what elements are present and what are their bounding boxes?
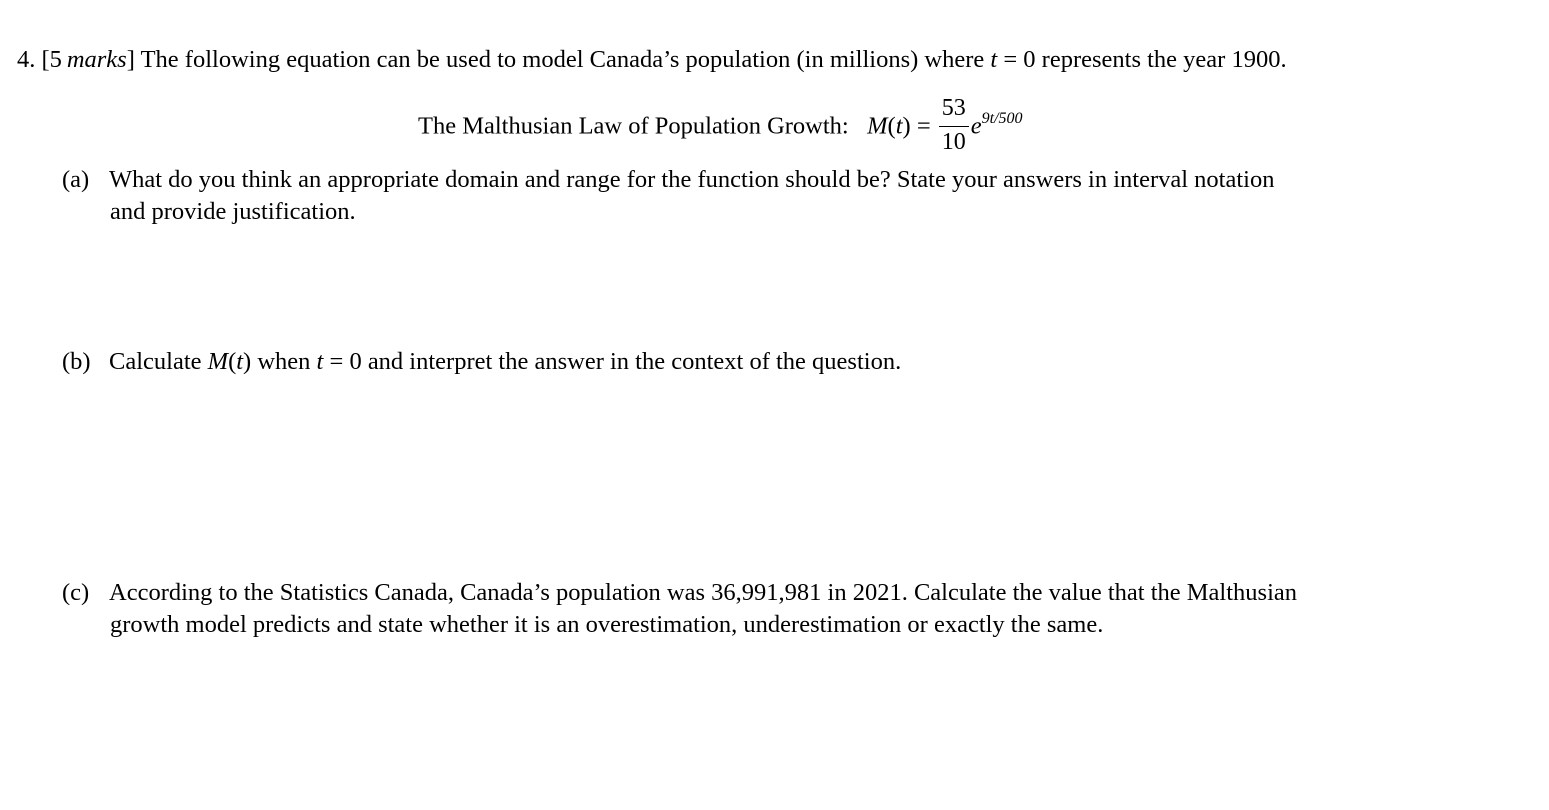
- part-a: [62, 164, 1274, 196]
- part-a-line-1: What do you think an appropriate domain and range for the function should be? State your answers in interval notation: [109, 166, 1275, 193]
- part-b-func-arg: (t): [228, 348, 252, 375]
- part-a-continuation: [110, 196, 356, 228]
- variable-t: t: [990, 46, 998, 73]
- part-c: [62, 577, 1297, 609]
- equals-sign: =: [1003, 46, 1018, 73]
- equation-lhs: M: [867, 112, 888, 140]
- part-b-label: (b): [62, 348, 91, 375]
- part-c-line-1: According to the Statistics Canada, Canada’s population was 36,991,981 in 2021. Calculate the value that the Malthusian: [109, 579, 1297, 606]
- part-c-continuation: [110, 609, 1103, 641]
- question-intro: The following equation can be used to model Canada’s population (in millions) where: [140, 46, 985, 73]
- fraction-denominator: 10: [941, 129, 966, 155]
- part-b-when: when: [257, 348, 311, 375]
- part-b: [62, 346, 901, 378]
- part-a-label: (a): [62, 166, 90, 193]
- fraction: [939, 96, 969, 160]
- exponential-base: e: [970, 112, 982, 140]
- part-b-equals: =: [329, 348, 344, 375]
- question-stem: [17, 44, 1287, 76]
- equation-lhs-arg: (t): [887, 112, 911, 140]
- equation-equals: =: [916, 112, 931, 140]
- part-c-line-2: growth model predicts and state whether it is an overestimation, underestimation or exactly the same.: [110, 611, 1104, 638]
- exponent: 9t/500: [981, 109, 1023, 127]
- part-b-var: t: [316, 348, 324, 375]
- part-b-post: 0 and interpret the answer in the context of the question.: [349, 348, 902, 375]
- part-c-label: (c): [62, 579, 90, 606]
- question-intro-tail: 0 represents the year 1900.: [1023, 46, 1287, 73]
- fraction-bar: [939, 126, 969, 127]
- equation-line: [418, 96, 1023, 160]
- fraction-numerator: 53: [941, 95, 966, 121]
- part-b-func: M: [207, 348, 229, 375]
- equation-label: The Malthusian Law of Population Growth:: [418, 112, 849, 140]
- question-number: 4.: [17, 46, 36, 73]
- part-a-line-2: and provide justification.: [110, 198, 356, 225]
- part-b-pre: Calculate: [109, 348, 202, 375]
- marks-badge: [5 marks]: [41, 46, 135, 73]
